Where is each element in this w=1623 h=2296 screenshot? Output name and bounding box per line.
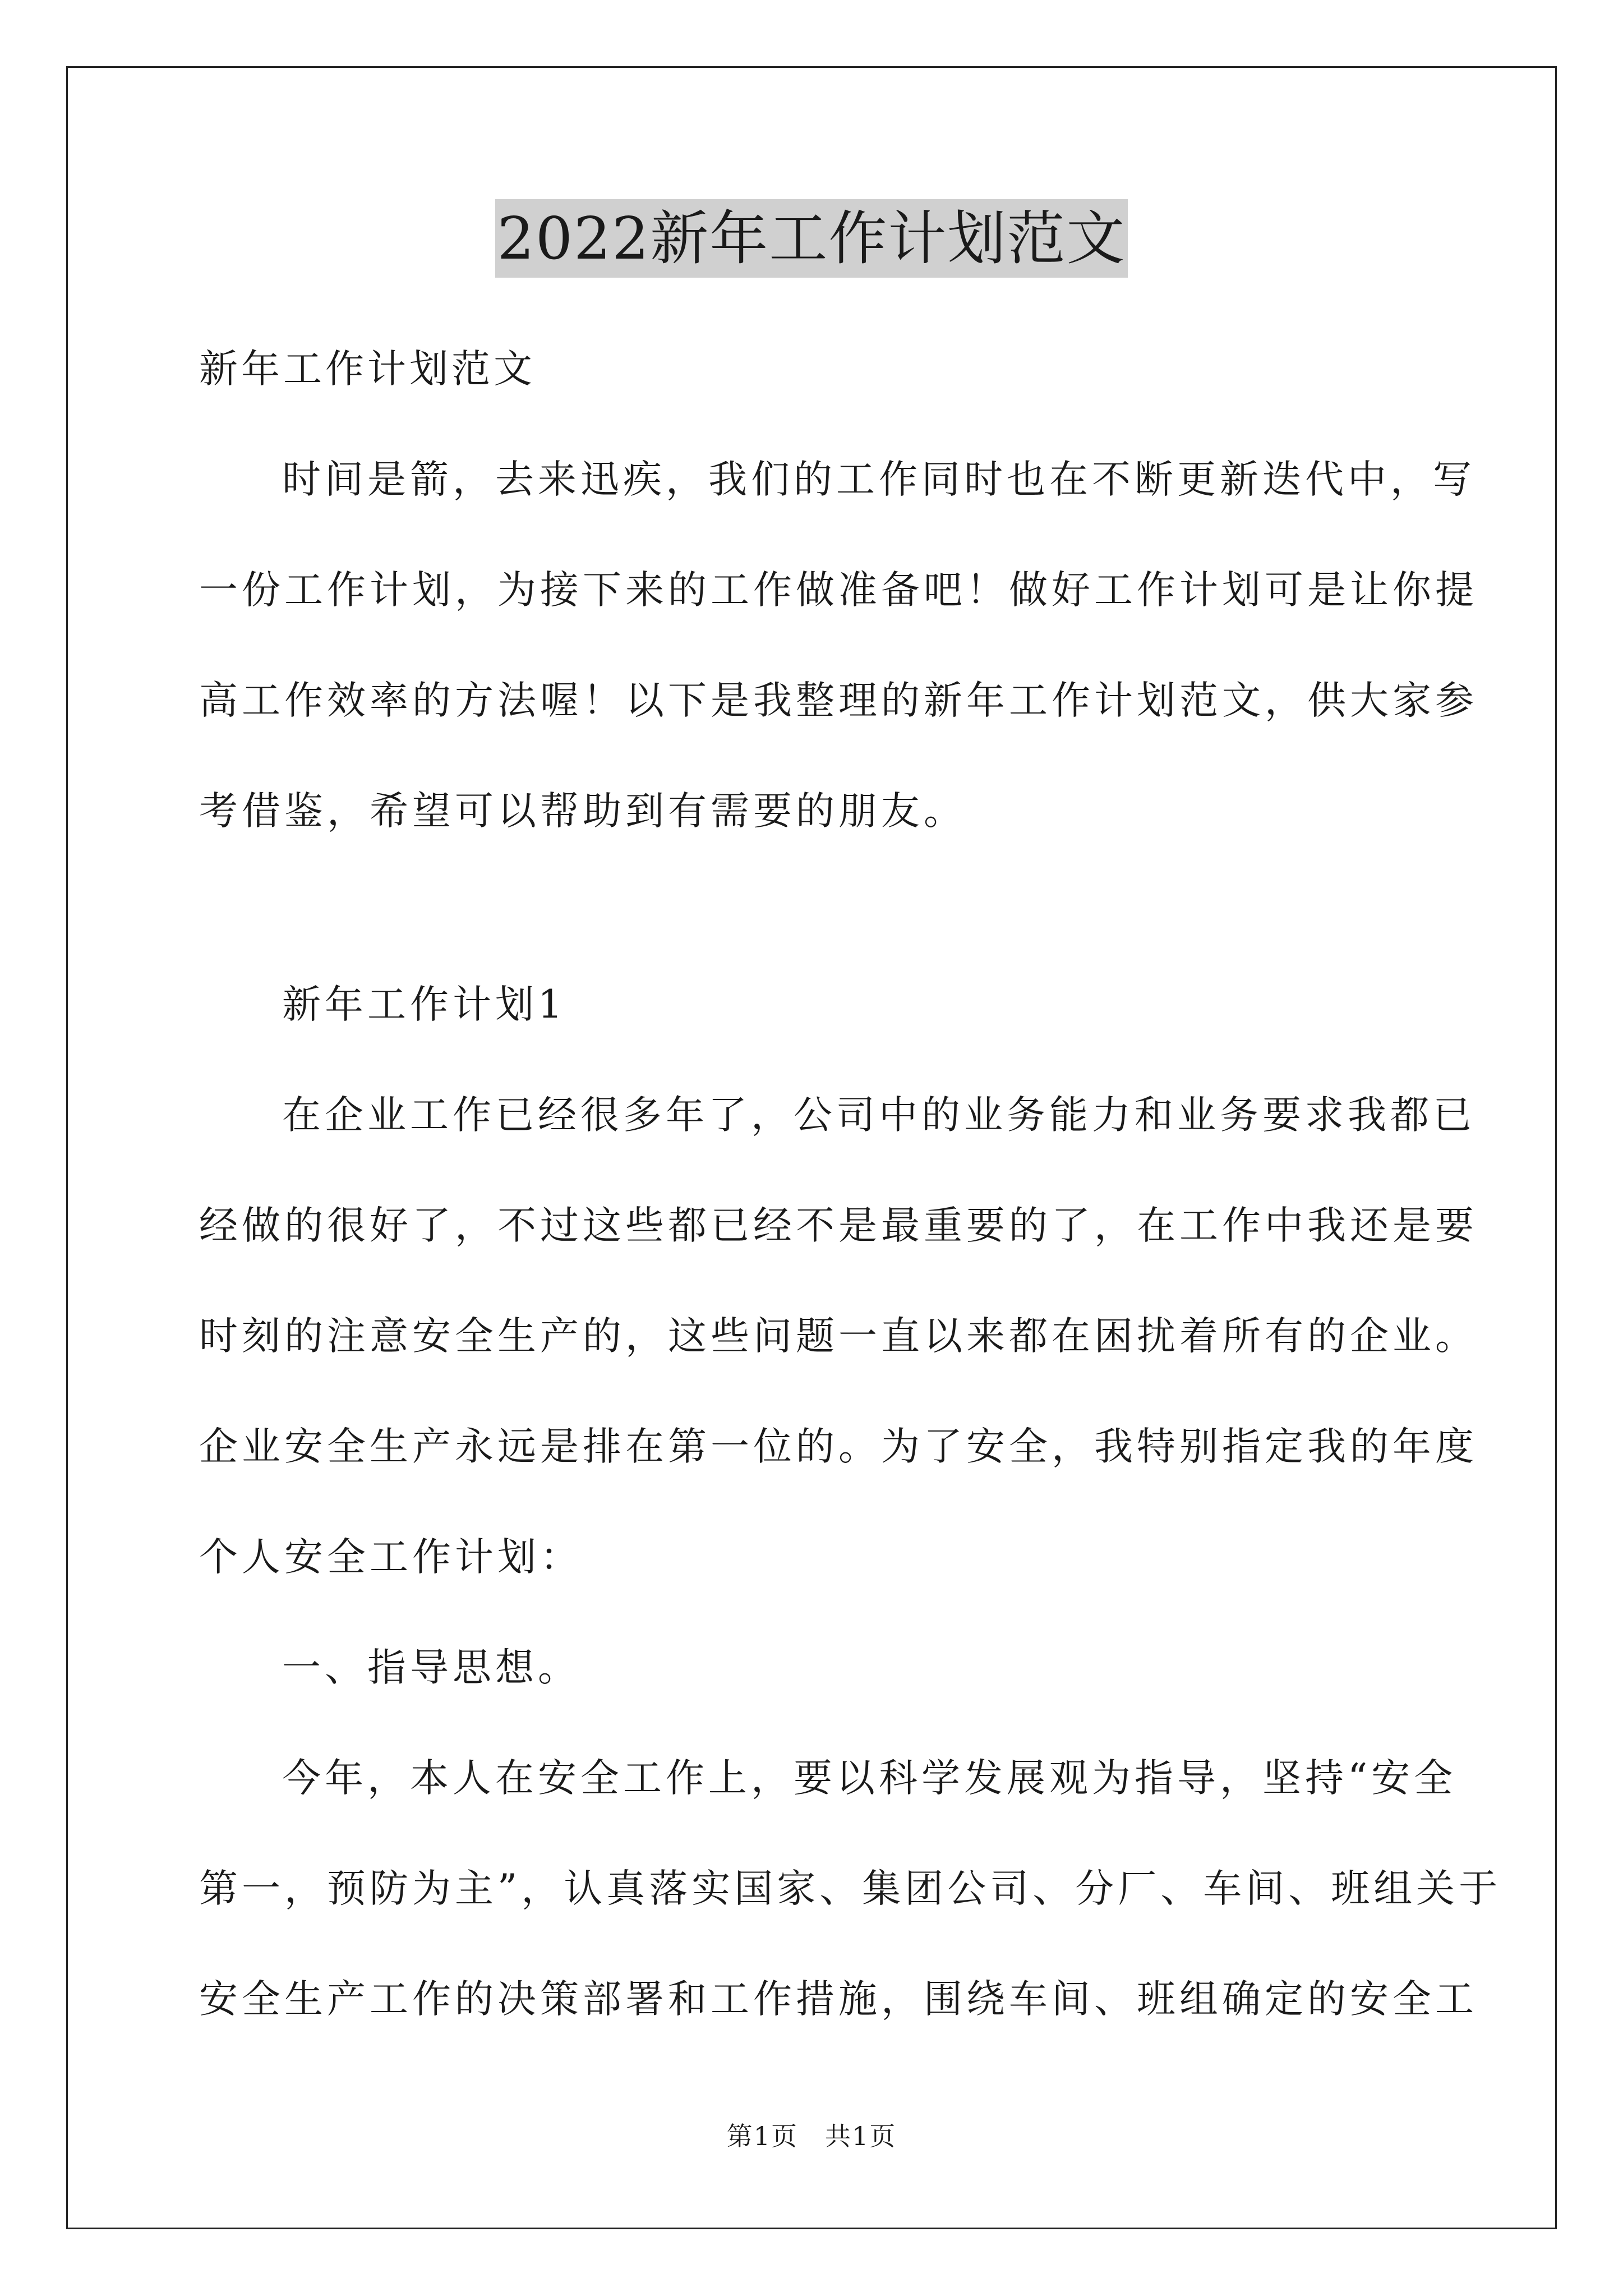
- title-area: [0, 199, 1623, 278]
- section-line-5: 个人安全工作计划：: [199, 1535, 583, 1580]
- section-line-4: 企业安全生产永远是排在第一位的。为了安全，我特别指定我的年度: [199, 1424, 1478, 1469]
- intro-line-3: 高工作效率的方法喔！以下是我整理的新年工作计划范文，供大家参: [199, 678, 1478, 723]
- intro-line-1: 时间是箭，去来迅疾，我们的工作同时也在不断更新迭代中，写: [282, 457, 1476, 502]
- point-heading: 一、指导思想。: [282, 1645, 580, 1690]
- document-body: [199, 314, 1502, 2055]
- point-line-3: 安全生产工作的决策部署和工作措施，围绕车间、班组确定的安全工: [199, 1977, 1478, 2022]
- paragraph-gap: [199, 867, 1424, 950]
- document-subtitle: 新年工作计划范文: [199, 347, 536, 392]
- document-title: 2022新年工作计划范文: [495, 199, 1128, 278]
- page-footer: [0, 2119, 1623, 2153]
- point-line-2: 第一，预防为主”，认真落实国家、集团公司、分厂、车间、班组关于: [199, 1866, 1502, 1911]
- section-heading: 新年工作计划1: [282, 982, 566, 1027]
- page-number: 第1页 共1页: [726, 2121, 897, 2151]
- intro-line-2: 一份工作计划，为接下来的工作做准备吧！做好工作计划可是让你提: [199, 568, 1478, 613]
- point-line-1: 今年，本人在安全工作上，要以科学发展观为指导，坚持“安全: [282, 1756, 1457, 1801]
- section-line-2: 经做的很好了，不过这些都已经不是最重要的了，在工作中我还是要: [199, 1203, 1478, 1248]
- section-line-3: 时刻的注意安全生产的，这些问题一直以来都在困扰着所有的企业。: [199, 1314, 1478, 1359]
- intro-line-4: 考借鉴，希望可以帮助到有需要的朋友。: [199, 789, 966, 834]
- section-line-1: 在企业工作已经很多年了，公司中的业务能力和业务要求我都已: [282, 1093, 1476, 1138]
